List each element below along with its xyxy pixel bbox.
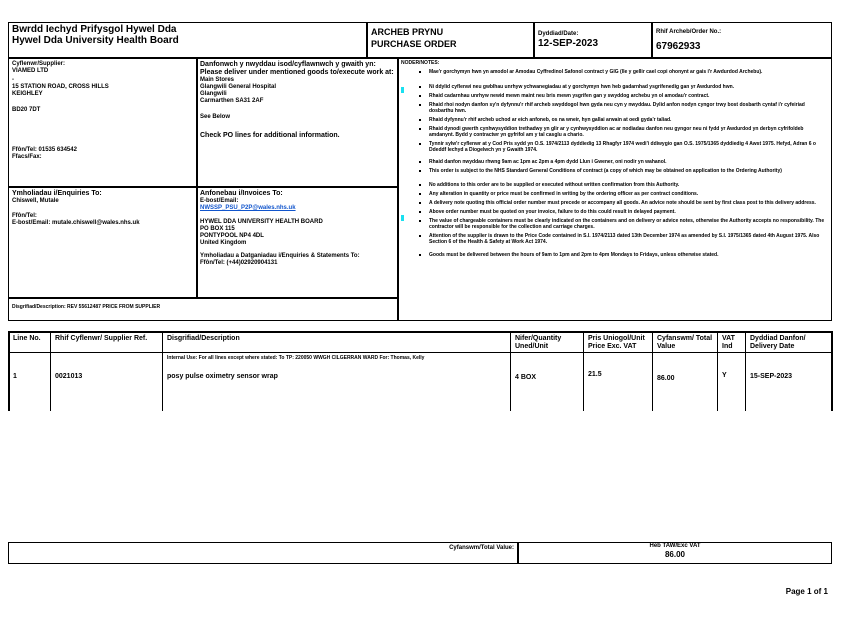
column-header-unit-price: Pris Uniogol/Unit Price Exc. VAT bbox=[588, 335, 645, 350]
invoices-label: Anfonebau i/Invoices To: bbox=[200, 190, 283, 197]
note-item: Any alteration in quantity or price must be confirmed in writing by the ordering officer as per contract conditions. bbox=[399, 191, 829, 197]
note-item: Rhaid rhoi nodyn danfon sy'n dyfynnu'r rhif archeb swyddogol hwn gyda neu cyn y nwyddau. Dylid anfon nodyn cyngor trwy bost dosbarth cyntaf i'r cyfeiriad dosbarthu hwn. bbox=[399, 102, 829, 114]
order-description: Disgrifiad/Description: REV 55612487 PRICE FROM SUPPLIER bbox=[12, 304, 161, 310]
statements-label: Ymholiadau a Datganiadau i/Enquiries & Statements To: bbox=[200, 253, 360, 259]
note-item: Above order number must be quoted on your invoice, failure to do this could result in delayed payment. bbox=[399, 209, 829, 215]
divider bbox=[366, 22, 368, 58]
notes-list bbox=[399, 69, 829, 258]
internal-use-note: Internal Use: For all lines except where stated: To TP: 220050 WWGH CILGERRAN WARD For: Thomas, Kelly bbox=[167, 355, 425, 361]
line-unit-price: 21.5 bbox=[588, 371, 602, 378]
enquiries-tel: Ffôn/Tel: bbox=[12, 213, 37, 219]
supplier-tel: Ffôn/Tel: 01535 634542 bbox=[12, 147, 77, 153]
page-number: Page 1 of 1 bbox=[785, 587, 828, 596]
supplier-section bbox=[12, 61, 192, 161]
line-quantity: 4 BOX bbox=[515, 374, 537, 381]
note-item: Attention of the supplier is drawn to the Price Code contained in S.I. 1974/2113 dated 13th December 1974 as amended by S.I. 1975/1365 dated 4th August 1975. Also Section 6 of the Health & Safety at Work Act 1974. bbox=[399, 233, 829, 245]
order-no-label: Rhif Archeb/Order No.: bbox=[656, 29, 722, 35]
delivery-label: Danfonwch y nwyddau isod/cyflawnwch y gwaith yn: Please deliver under mentioned goods to/execute work at: bbox=[200, 61, 394, 76]
line-delivery-date: 15-SEP-2023 bbox=[750, 373, 793, 380]
note-item: Ni ddylid cyflenwi neu gwblhau unrhyw ychwanegiadau at y gorchymyn hwn heb gadarnhad ysgrifenedig gan yr Awdurdod hwn. bbox=[399, 84, 829, 90]
delivery-line: Glangwili bbox=[200, 91, 227, 97]
invoices-email-link[interactable]: NWSSP_PSU_P2P@wales.nhs.uk bbox=[200, 205, 296, 211]
delivery-line: Main Stores bbox=[200, 77, 235, 83]
title-welsh: ARCHEB PRYNU bbox=[371, 27, 444, 37]
line-description: posy pulse oximetry sensor wrap bbox=[167, 373, 278, 380]
column-header-quantity: Nifer/Quantity Uned/Unit bbox=[515, 335, 562, 350]
line-vat: Y bbox=[722, 372, 727, 379]
org-name bbox=[12, 24, 179, 46]
invoice-address-line: United Kingdom bbox=[200, 240, 247, 246]
statements-tel: Ffôn/Tel: (+44)02920904131 bbox=[200, 260, 278, 266]
invoice-address-line: PONTYPOOL NP4 4DL bbox=[200, 233, 264, 239]
supplier-town: KEIGHLEY bbox=[12, 91, 43, 97]
notes-label: NODER/NOTES: bbox=[401, 60, 440, 66]
see-below: See Below bbox=[200, 114, 231, 120]
date-label: Dyddiad/Date: bbox=[538, 31, 579, 37]
column-header-vat: VAT Ind bbox=[722, 335, 735, 350]
column-header-line-no: Line No. bbox=[13, 335, 41, 342]
supplier-name: VIAMED LTD bbox=[12, 68, 49, 74]
divider bbox=[8, 57, 832, 59]
divider bbox=[651, 22, 653, 58]
org-name-welsh: Bwrdd Iechyd Prifysgol Hywel Dda bbox=[12, 24, 177, 35]
note-item: Mae'r gorchymyn hwn yn amodol ar Amodau Cyffredinol Safonol contract y GIG (lle y gellir cael copi ohonynt ar gais i'r Awdurdod Archebu). bbox=[399, 69, 829, 75]
notes-section bbox=[399, 60, 829, 261]
divider bbox=[8, 297, 398, 299]
note-item: Rhaid cadarnhau unrhyw newid mewn maint neu bris mewn ysgrifen gan y swyddog archebu yn ol amodau'r contract. bbox=[399, 93, 829, 99]
note-item: A delivery note quoting this official order number must precede or accompany all goods. An advice note should be sent by first class post to this delivery address. bbox=[399, 200, 829, 206]
total-value: 86.00 bbox=[664, 550, 686, 559]
enquiries-email: E-bost/Email: mutale.chiswell@wales.nhs.uk bbox=[12, 220, 140, 226]
note-item: Rhaid danfon nwyddau rhwng 9am ac 1pm ac 2pm a 4pm dydd Llun i Gwener, oni nodir yn wahanol. bbox=[399, 159, 829, 165]
note-item: Tynnir sylw'r cyflenwr at y Cod Pris sydd yn O.S. 1974/2113 dyddiedig 13 Rhagfyr 1974 wedi'i ddiwygio gan O.S. 1975/1365 dyddiedig 4 Awst 1975. Hefyd, Adran 6 o Ddeddf Iechyd a Diogelwch yn y Gwaith 1974. bbox=[399, 141, 829, 153]
delivery-section bbox=[200, 61, 394, 140]
date-value: 12-SEP-2023 bbox=[538, 38, 599, 49]
order-date bbox=[538, 31, 598, 50]
invoice-address-line: PO BOX 115 bbox=[200, 226, 235, 232]
enquiries-label: Ymholiadau i/Enquiries To: bbox=[12, 190, 102, 197]
supplier-ref: 0021013 bbox=[55, 373, 83, 380]
supplier-line2: - bbox=[12, 77, 14, 83]
check-po-lines: Check PO lines for additional information. bbox=[200, 132, 340, 139]
note-item: Rhaid dynodi gwerth cynhwysyddion trethadwy yn glir ar y cynhwysyddion ac ar nodiadau danfon neu gyngor neu ni fydd yr Awdurdod yn derbyn cyfrifoldeb amdanynt. Bydd y contractwr yn gyfrifol am y tal casglu a chario. bbox=[399, 126, 829, 138]
title-english: PURCHASE ORDER bbox=[371, 39, 457, 49]
total-value-label: Cyfanswm/Total Value: bbox=[449, 545, 514, 551]
order-number bbox=[656, 29, 721, 53]
column-header-delivery-date: Dyddiad Danfon/ Delivery Date bbox=[750, 335, 806, 350]
note-item: Rhaid dyfynnu'r rhif archeb uchod ar eich anfoneb, os na wneir, hyn gallai arwain at oedi gyda'r taliad. bbox=[399, 117, 829, 123]
delivery-line: Glangwili General Hospital bbox=[200, 84, 277, 90]
note-item: Goods must be delivered between the hours of 9am to 1pm and 2pm to 4pm Mondays to Fridays, unless otherwise stated. bbox=[399, 252, 829, 258]
supplier-label: Cyflenwr/Supplier: bbox=[12, 61, 66, 67]
delivery-line: Carmarthen SA31 2AF bbox=[200, 98, 264, 104]
note-item: The value of chargeable containers must be clearly indicated on the containers and on delivery or advice notes, otherwise the Authority accepts no responsibility. The contractor will be responsible for the collection and carriage charges. bbox=[399, 218, 829, 230]
line-total: 86.00 bbox=[657, 375, 675, 382]
divider bbox=[533, 22, 535, 58]
org-name-english: Hywel Dda University Health Board bbox=[12, 35, 179, 46]
exc-vat-label: Heb TAW/Exc VAT bbox=[649, 543, 701, 549]
enquiries-name: Chiswell, Mutale bbox=[12, 198, 59, 204]
column-header-total: Cyfanswm/ Total Value bbox=[657, 335, 713, 350]
note-item: No additions to this order are to be supplied or executed without written confirmation from this Authority. bbox=[399, 182, 829, 188]
divider bbox=[196, 57, 198, 298]
supplier-address: 15 STATION ROAD, CROSS HILLS bbox=[12, 84, 109, 90]
line-number: 1 bbox=[13, 373, 17, 380]
total-exc-vat bbox=[518, 543, 832, 560]
note-item: This order is subject to the NHS Standard General Conditions of contract (a copy of which may be obtained on application to the Ordering Authority) bbox=[399, 168, 829, 174]
invoices-email-label: E-bost/Email: bbox=[200, 198, 239, 204]
supplier-postcode: BD20 7DT bbox=[12, 107, 41, 113]
supplier-fax: Ffacs/Fax: bbox=[12, 154, 42, 160]
document-title bbox=[371, 26, 457, 50]
order-no-value: 67962933 bbox=[656, 41, 701, 52]
invoices-section bbox=[200, 190, 394, 267]
divider bbox=[8, 186, 398, 188]
invoice-address-line: HYWEL DDA UNIVERSITY HEALTH BOARD bbox=[200, 219, 323, 225]
column-header-description: Disgrifiad/Description bbox=[167, 335, 240, 342]
column-header-supplier-ref: Rhif Cyflenwr/ Supplier Ref. bbox=[55, 335, 148, 342]
enquiries-section bbox=[12, 190, 192, 227]
